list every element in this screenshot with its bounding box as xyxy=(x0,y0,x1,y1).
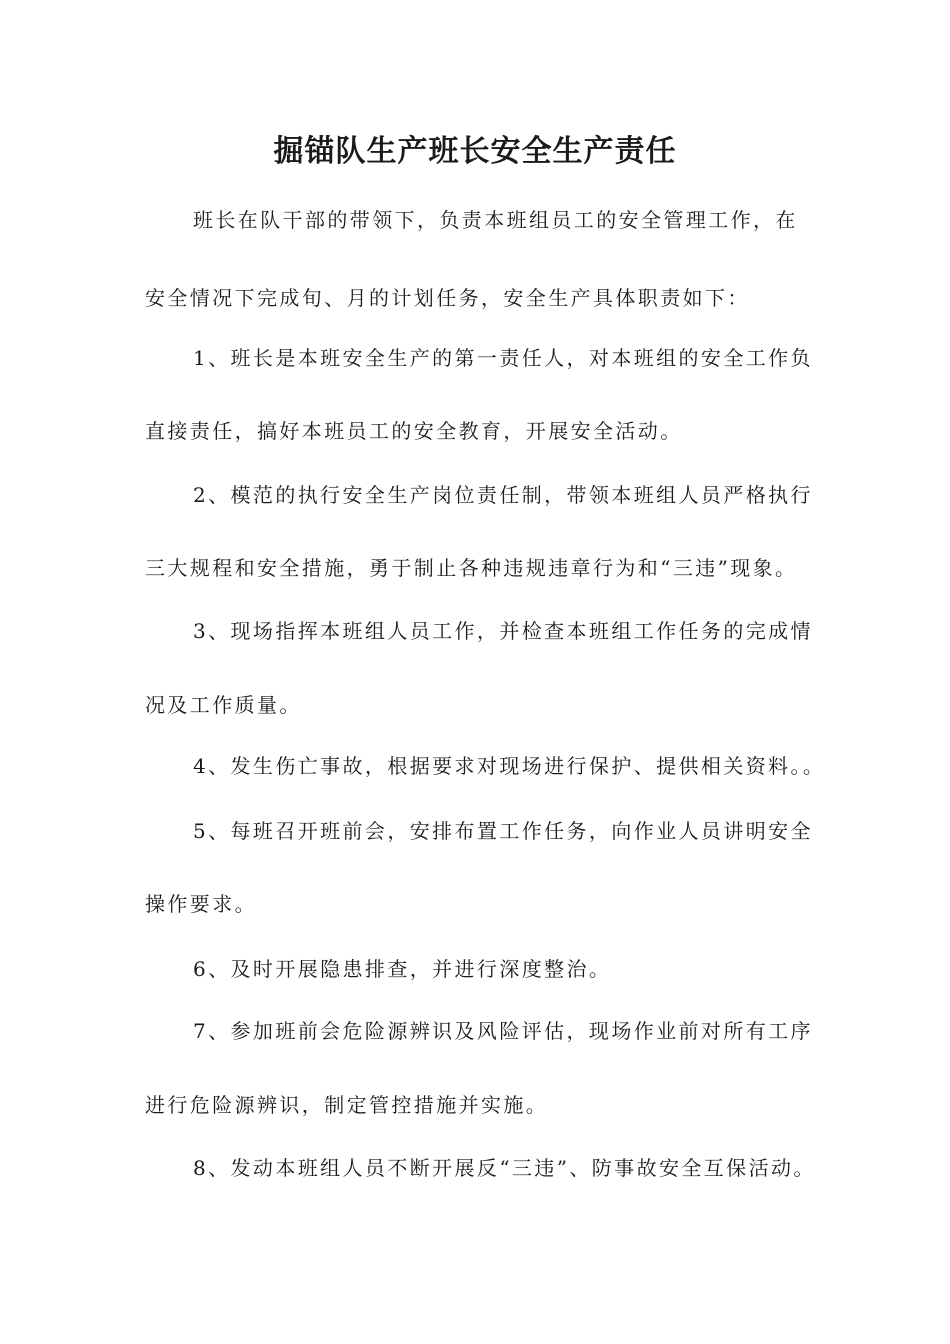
document-title: 掘锚队生产班长安全生产责任 xyxy=(273,134,677,169)
paragraph-line: 操作要求。 xyxy=(145,892,257,916)
paragraph-line: 2、模范的执行安全生产岗位责任制，带领本班组人员严格执行 xyxy=(193,483,813,507)
paragraph-line: 三大规程和安全措施，勇于制止各种违规违章行为和“三违”现象。 xyxy=(145,556,798,580)
paragraph-line: 安全情况下完成旬、月的计划任务，安全生产具体职责如下： xyxy=(145,286,750,310)
paragraph-line: 3、现场指挥本班组人员工作，并检查本班组工作任务的完成情 xyxy=(193,619,813,643)
paragraph-line: 班长在队干部的带领下，负责本班组员工的安全管理工作，在 xyxy=(193,208,798,232)
paragraph-line: 6、及时开展隐患排查，并进行深度整治。 xyxy=(193,957,612,981)
paragraph-line: 4、发生伤亡事故，根据要求对现场进行保护、提供相关资料。。 xyxy=(193,754,826,778)
paragraph-line: 7、参加班前会危险源辨识及风险评估，现场作业前对所有工序 xyxy=(193,1019,813,1043)
paragraph-line: 5、每班召开班前会，安排布置工作任务，向作业人员讲明安全 xyxy=(193,819,813,843)
paragraph-line: 8、发动本班组人员不断开展反“三违”、防事故安全互保活动。 xyxy=(193,1156,816,1180)
paragraph-line: 况及工作质量。 xyxy=(145,693,302,717)
paragraph-line: 进行危险源辨识，制定管控措施并实施。 xyxy=(145,1093,549,1117)
paragraph-line: 直接责任，搞好本班员工的安全教育，开展安全活动。 xyxy=(145,419,683,443)
paragraph-line: 1、班长是本班安全生产的第一责任人，对本班组的安全工作负 xyxy=(193,346,813,370)
